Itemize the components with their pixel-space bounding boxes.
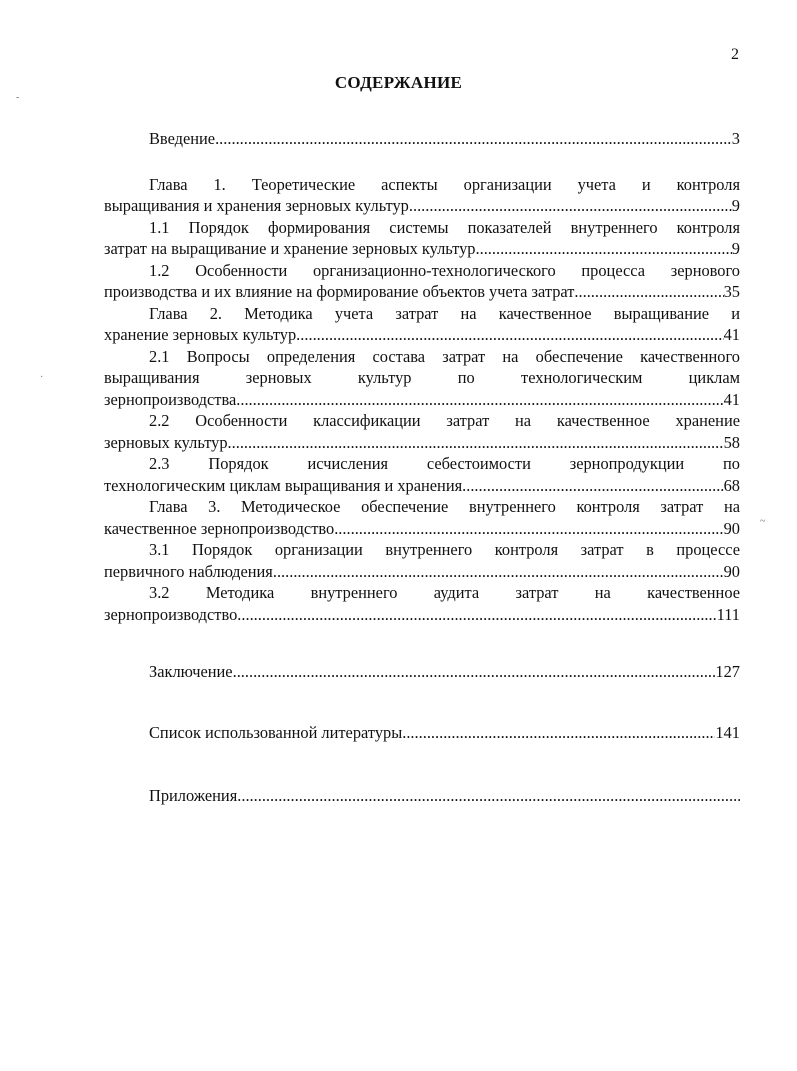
toc-page-number: 9 — [731, 239, 740, 258]
dot-leader — [409, 195, 732, 217]
toc-entry-intro[interactable] — [104, 128, 740, 150]
dot-leader — [236, 389, 723, 411]
scan-speck: - — [16, 92, 20, 103]
toc-page-number: 90 — [723, 518, 740, 538]
toc-entry-text: производства и их влияние на формирование объектов учета затрат — [104, 282, 575, 301]
toc-page-number: 127 — [715, 662, 740, 681]
toc-page-number: 90 — [723, 561, 740, 581]
toc-entry-text: зернопроизводство — [104, 604, 238, 624]
dot-leader — [228, 432, 724, 454]
toc-entry-text: Приложения — [149, 786, 238, 805]
toc-entry-text: 1.2 Особенности организационно-технологического процесса зернового — [149, 260, 740, 280]
scan-speck: ~ — [760, 516, 766, 527]
scan-speck: · — [40, 372, 44, 383]
dot-leader — [296, 324, 723, 346]
toc-entry-text: Глава 3. Методическое обеспечение внутреннего контроля затрат на — [149, 497, 740, 516]
toc-entry-text: качественное зернопроизводство — [104, 518, 335, 538]
dot-leader — [462, 475, 723, 497]
dot-leader — [237, 785, 740, 807]
toc-entry-chapter-2[interactable] — [104, 303, 740, 346]
toc-entry-chapter-3[interactable] — [104, 496, 740, 539]
toc-entry-text: 2.1 Вопросы определения состава затрат на обеспечение качественного — [149, 346, 740, 366]
toc-entry-text: 3.2 Методика внутреннего аудита затрат на качественное — [149, 583, 740, 602]
toc-entry-text: 3.1 Порядок организации внутреннего контроля затрат в процессе — [149, 540, 740, 559]
toc-entry-text: зернопроизводства — [104, 389, 237, 409]
toc-page-number: 41 — [723, 325, 740, 344]
dot-leader — [402, 722, 715, 744]
dot-leader — [334, 518, 723, 540]
toc-entry-appendix[interactable] — [104, 785, 740, 807]
toc-entry-text: Введение — [149, 129, 216, 148]
toc-page-number: 141 — [715, 722, 740, 742]
toc-entry-section-3-2[interactable] — [104, 582, 740, 625]
dot-leader — [476, 238, 732, 260]
toc-entry-text: хранение зерновых культур — [104, 325, 297, 344]
toc-entry-section-2-1[interactable] — [104, 346, 740, 411]
toc-entry-section-3-1[interactable] — [104, 539, 740, 582]
toc-entry-text: Заключение — [149, 662, 233, 681]
toc-entry-chapter-1[interactable] — [104, 174, 740, 217]
toc-entry-section-2-3[interactable] — [104, 453, 740, 496]
dot-leader — [233, 661, 716, 683]
toc-entry-text: выращивания и хранения зерновых культур — [104, 196, 409, 215]
toc-entry-text: 1.1 Порядок формирования системы показателей внутреннего контроля — [149, 217, 740, 237]
table-of-contents — [104, 128, 740, 807]
toc-entry-references[interactable] — [104, 722, 740, 744]
dot-leader — [237, 604, 716, 626]
toc-entry-text: зерновых культур — [104, 432, 228, 452]
toc-entry-text: Список использованной литературы — [149, 722, 403, 742]
toc-page-number: 35 — [723, 282, 740, 301]
toc-entry-text: первичного наблюдения — [104, 561, 273, 581]
toc-page-number: 41 — [723, 389, 740, 409]
toc-entry-text: выращивания зерновых культур по технологическим циклам — [104, 368, 740, 387]
toc-page-number: 111 — [716, 604, 740, 624]
toc-entry-section-1-2[interactable] — [104, 260, 740, 303]
toc-entry-text: технологическим циклам выращивания и хранения — [104, 475, 463, 495]
dot-leader — [215, 128, 732, 150]
page-title: СОДЕРЖАНИЕ — [334, 73, 463, 92]
toc-entry-section-2-2[interactable] — [104, 410, 740, 453]
toc-page-number: 3 — [731, 129, 740, 148]
toc-entry-text: Глава 2. Методика учета затрат на качественное выращивание и — [149, 303, 740, 323]
toc-entry-text: затрат на выращивание и хранение зерновых культур — [104, 239, 476, 258]
toc-page-number: 9 — [731, 196, 740, 215]
toc-entry-text: 2.2 Особенности классификации затрат на качественное хранение — [149, 411, 740, 430]
dot-leader — [574, 281, 723, 303]
toc-page-number: 58 — [723, 432, 740, 452]
dot-leader — [273, 561, 724, 583]
toc-page-number: 68 — [723, 475, 740, 495]
toc-entry-text: 2.3 Порядок исчисления себестоимости зернопродукции по — [149, 454, 740, 473]
toc-entry-section-1-1[interactable] — [104, 217, 740, 260]
toc-entry-conclusion[interactable] — [104, 661, 740, 683]
page-number: 2 — [731, 46, 739, 63]
toc-entry-text: Глава 1. Теоретические аспекты организации учета и контроля — [149, 174, 740, 194]
